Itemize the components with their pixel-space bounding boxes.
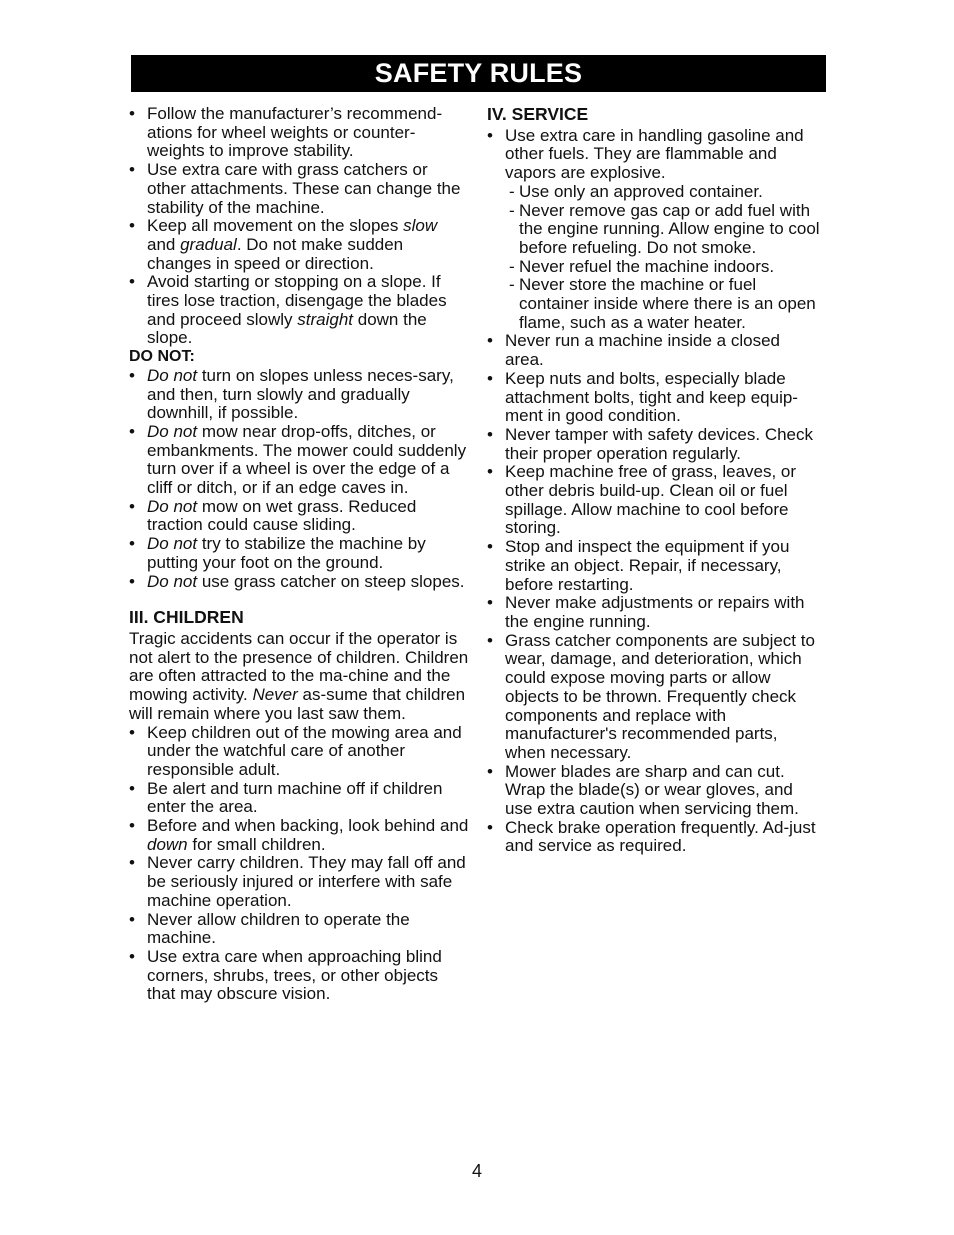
list-item xyxy=(129,817,469,854)
text-run: use grass catcher on steep slopes. xyxy=(197,571,465,591)
emphasis-text: Do not xyxy=(147,571,198,591)
service-heading: IV. SERVICE xyxy=(487,104,589,124)
list-item xyxy=(129,161,469,217)
emphasis-text: Do not xyxy=(147,534,198,554)
text-run: Keep all movement on the slopes xyxy=(147,216,404,236)
emphasis-text: Do not xyxy=(147,421,198,441)
text-run: and xyxy=(147,234,181,254)
list-item xyxy=(129,217,469,273)
emphasis-text: Do not xyxy=(147,365,198,385)
emphasis-text: gradual xyxy=(180,234,237,254)
text-run: try to stabilize the machine by putting your foot on the ground. xyxy=(147,534,426,572)
sub-item: - Never remove gas cap or add fuel with the engine running. Allow engine to cool before refueling. Do not smoke. xyxy=(509,202,822,258)
left-column xyxy=(129,105,469,1004)
text-run: Keep children out of the mowing area and under the watchful care of another responsible adult. xyxy=(147,722,462,779)
right-column xyxy=(487,105,822,856)
list-item: • Never make adjustments or repairs with the engine running. xyxy=(487,594,822,631)
list-item xyxy=(129,573,469,592)
list-item xyxy=(129,273,469,348)
list-item xyxy=(129,854,469,910)
list-item xyxy=(129,724,469,780)
text-run: Avoid starting or stopping on a slope. If tires lose traction, disengage the blades and proceed slowly xyxy=(147,272,447,329)
list-item: • Stop and inspect the equipment if you strike an object. Repair, if necessary, before restarting. xyxy=(487,538,822,594)
page-number: 4 xyxy=(471,1161,482,1181)
text-run: Before and when backing, look behind and xyxy=(147,816,469,836)
list-item xyxy=(129,367,469,423)
list-item xyxy=(487,127,822,333)
list-item: • Grass catcher components are subject to wear, damage, and deterioration, which could expose moving parts or allow objects to be thrown. Frequently check components and replace with manufacturer's recommended parts, when necessary. xyxy=(487,632,822,763)
text-run: Use extra care when approaching blind corners, shrubs, trees, or other objects that may obscure vision. xyxy=(147,946,442,1004)
service-list xyxy=(487,332,822,856)
sub-item: - Never store the machine or fuel container inside where there is an open flame, such as a water heater. xyxy=(509,276,822,332)
emphasis-text: straight xyxy=(297,309,354,329)
text-run: mow on wet grass. Reduced traction could cause sliding. xyxy=(147,496,417,535)
sub-item: - Never refuel the machine indoors. xyxy=(509,258,822,277)
list-item xyxy=(129,423,469,498)
list-item xyxy=(129,911,469,948)
sub-item: - Use only an approved container. xyxy=(509,183,822,202)
do-not-heading: DO NOT: xyxy=(129,348,195,366)
list-item: • Keep machine free of grass, leaves, or other debris build-up. Clean oil or fuel spillage. Allow machine to cool before storing. xyxy=(487,463,822,538)
title-banner xyxy=(131,55,826,92)
emphasis-text: Never xyxy=(252,685,298,705)
text-run: Be alert and turn machine off if children enter the area. xyxy=(147,778,443,817)
list-item: • Mower blades are sharp and can cut. Wrap the blade(s) or wear gloves, and use extra caution when servicing them. xyxy=(487,763,822,819)
emphasis-text: slow xyxy=(403,216,438,236)
text-run: Use extra care with grass catchers or other attachments. These can change the stability of the machine. xyxy=(147,160,461,217)
slope-rules-list xyxy=(129,105,469,348)
list-item xyxy=(129,105,469,161)
text-run: Never allow children to operate the machine. xyxy=(147,909,410,948)
text-run: Tragic accidents can occur if the operator is not alert to the presence of children. Children are often attracted to the ma-chine and the mowing activity. xyxy=(129,628,469,705)
service-fuel-list xyxy=(487,127,822,333)
page-title: SAFETY RULES xyxy=(374,58,583,88)
service-fuel-text: Use extra care in handling gasoline and other fuels. They are flammable and vapors are explosive. xyxy=(505,125,804,183)
emphasis-text: down xyxy=(147,834,188,854)
text-run: mow near drop-offs, ditches, or embankments. The mower could suddenly turn over if a wheel is over the edge of a cliff or ditch, or if an edge caves in. xyxy=(147,421,467,498)
emphasis-text: Do not xyxy=(147,496,198,516)
text-run: turn on slopes unless neces-sary, and then, turn slowly and gradually downhill, if possible. xyxy=(147,365,454,423)
fuel-sub-list xyxy=(505,183,822,333)
text-run: . Do not make sudden changes in speed or direction. xyxy=(147,234,404,273)
list-item: • Never run a machine inside a closed area. xyxy=(487,332,822,369)
list-item xyxy=(129,948,469,1004)
do-not-list xyxy=(129,367,469,591)
text-run: for small children. xyxy=(187,834,326,854)
list-item xyxy=(129,498,469,535)
list-item: • Keep nuts and bolts, especially blade attachment bolts, tight and keep equip-ment in good condition. xyxy=(487,370,822,426)
list-item xyxy=(129,535,469,572)
list-item: • Never tamper with safety devices. Check their proper operation regularly. xyxy=(487,426,822,463)
children-intro xyxy=(129,630,469,724)
text-run: Follow the manufacturer’s recommend-ations for wheel weights or counter-weights to improve stability. xyxy=(147,104,443,161)
text-run: as-sume that children will remain where you last saw them. xyxy=(129,685,466,723)
list-item xyxy=(129,780,469,817)
text-run: down the slope. xyxy=(147,309,427,348)
children-list xyxy=(129,724,469,1005)
list-item: • Check brake operation frequently. Ad-just and service as required. xyxy=(487,819,822,856)
text-run: Never carry children. They may fall off and be seriously injured or interfere with safe machine operation. xyxy=(147,853,466,910)
children-heading: III. CHILDREN xyxy=(129,607,244,628)
